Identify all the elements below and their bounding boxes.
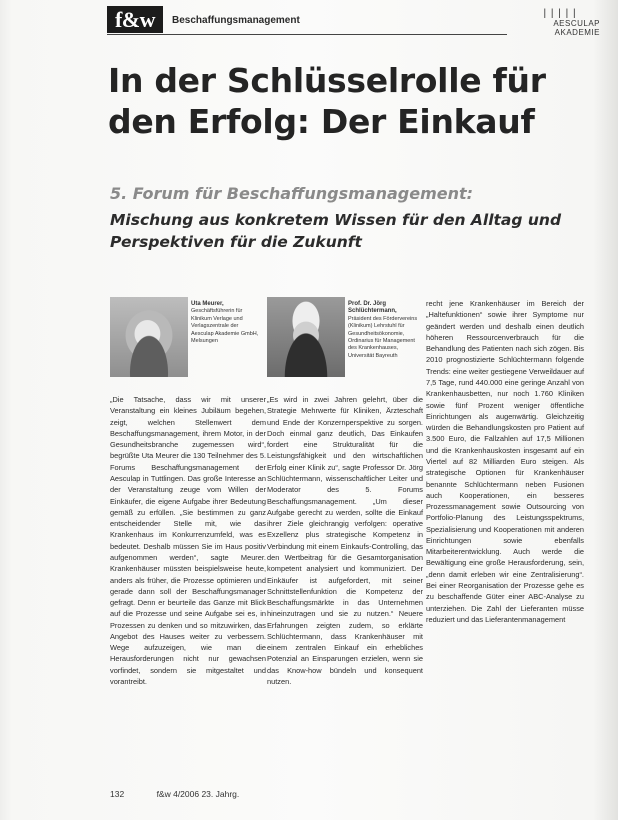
academy-logo — [520, 8, 600, 58]
portrait-photo-schluechtermann — [267, 297, 345, 377]
body-paragraph: „Es wird in zwei Jahren gelehrt, über die Strategie Mehrwerte für Kliniken, Ärzteschaft und Ende der Konzernperspektive zu sorgen. Doch einmal ganz deutlich, Das Einkaufen fordert eine Strukturalität für die Leistungsfähigkeit und den wirtschaftlichen Erfolg einer Klinik zu“, sagte Professor Dr. Jörg Schlüchtermann, wissenschaftlicher Leiter und Moderator des 5. Forums Beschaffungsmanagement. „Um dieser Aufgabe gerecht zu werden, sollte die Einkauf ihrer Ziele gleichrangig verfolgen: operative Exzellenz plus strategische Kompetenz in Verbindung mit einem Einkaufs-Controlling, das den Wertbeitrag für die Gesamtorganisation kompetent analysiert und kommuniziert. Der Einkäufer ist aufgefordert, mit seiner Schnittstellenfunktion die Kompetenz der Beschaffungsmärkte in das Unternehmen hineinzutragen und sie zu nutzen.“ Neuere Erfahrungen zeigten zudem, so erklärte Schlüchtermann, dass Krankenhäuser mit einem zentralen Einkauf ein erhebliches Potenzial an Einsparungen erzielen, wenn sie das Know-how bündeln und konsequent nutzen. — [267, 395, 423, 687]
portrait-caption-meurer — [191, 301, 261, 345]
page-number: 132 — [110, 789, 125, 799]
academy-logo-symbol: | | | | | — [543, 8, 577, 19]
magazine-logo: f&w — [107, 6, 163, 33]
article-title: In der Schlüsselrolle für den Erfolg: Der Einkauf — [108, 61, 546, 141]
academy-logo-line1: AESCULAP — [553, 19, 600, 28]
portrait-photo-meurer — [110, 297, 188, 377]
body-column-1 — [110, 394, 266, 687]
article-kicker: 5. Forum für Beschaffungsmanagement: — [110, 184, 474, 203]
caption-text: Geschäftsführerin für Klinikum Verlage und Verlagszentrale der Aesculap Akademie GmbH, Melsungen — [191, 308, 259, 345]
body-paragraph: „Die Tatsache, dass wir mit unserer Veranstaltung ein kleines Jubiläum begehen, zeigt, welchen Stellenwert dem Beschaffungsmanagement, ihrem Motor, in der Gesundheitsbranche zugemessen wird“, begrüßte Uta Meurer die 130 Teilnehmer des 5. Forums Beschaffungsmanagement der Aesculap in Tuttlingen. Das große Interesse an der Veranstaltung zeuge vom Willen der Einkäufer, die eigene Aufgabe ihrer Bedeutung gemäß zu erfüllen. „Sie bestimmen zu ganz entscheidender Stelle mit, wie das Krankenhaus im Konkurrenzumfeld, was es bedeutet. Deshalb müssen Sie im Haus positiv aufgenommen werden“, sagte Meurer. Krankenhäuser müssten beispielsweise heute, anders als früher, die Prozesse optimieren und gerade dann soll der Beschaffungsmanager gefragt. Denn er beurteile das Ganze mit Blick auf die Prozesse und seine Aufgabe sei es, in Prozessen zu denken und so mitzuwirken, das Angebot des Hauses weiter zu verbessern. Wege aufzuzeigen, wie man die Herausforderungen nicht nur gewachsen vorfindet, sondern sie mitgestaltet und vorantreibt. — [110, 395, 266, 687]
article-subtitle: Mischung aus konkretem Wissen für den Alltag und Perspektiven für die Zukunft — [110, 211, 562, 251]
body-column-2 — [267, 394, 423, 687]
section-label: Beschaffungsmanagement — [172, 15, 300, 26]
portrait-caption-schluechtermann — [348, 301, 418, 360]
body-paragraph: recht jene Krankenhäuser im Bereich der „Haltefunktionen“ sowie ihrer Symptome nur geändert werden und deshalb einen deutlich höheren Ressourcenverbrauch für die Behandlung des Patienten nach sich zögen. Bis 2010 prognostizierte Schlüchtermann folgende Trends: eine weiter gestiegene Verweildauer auf 7,5 Tage, rund 440.000 eine geringe Anzahl von Krankenhausbetten, nur noch 1.760 Kliniken sowie fünf Prozent weniger öffentliche Einrichtungen als augenwärtig. Gleichzeitig würden die Behandlungskosten pro Patient auf 3.500 Euro, die Fallzahlen auf 17,5 Millionen und die Krankenhauskosten insgesamt auf ein Viertel auf 82 Milliarden Euro steigen. Als strategische Optionen für Krankenhäuser benannte Schlüchtermann neben Fusionen auch Kooperationen, ein besseres Prozessmanagement sowie Outsourcing von Portfolio-Planung des Leistungsspektrums, Spezialisierung und Kooperationen mit anderen Einrichtungen sowie ebenfalls Mitarbeiterentwicklung. Auch werde die Bewältigung eine große Herausforderung, sein, „denn damit erleben wir eine Zentralisierung“. Bei einer Reorganisation der Prozesse gehe es zu beschaffende Güter einer ABC-Analyse zu unterziehen. Die Zahl der Lieferanten müsse reduziert und das Lieferantenmanagement — [426, 299, 584, 624]
academy-logo-line2: AKADEMIE — [554, 28, 600, 37]
page-footer — [110, 789, 239, 799]
header-divider — [107, 34, 507, 35]
caption-text: Präsident des Fördervereins (Klinikum) Lehrstuhl für Gesundheitsökonomie, Ordinarius für Management des Krankenhauses, Universität Bayreuth — [348, 315, 418, 359]
body-column-3 — [426, 298, 584, 625]
caption-name: Uta Meurer, — [191, 301, 224, 307]
caption-name: Prof. Dr. Jörg Schlüchtermann, — [348, 301, 397, 315]
issue-info: f&w 4/2006 23. Jahrg. — [156, 789, 240, 799]
